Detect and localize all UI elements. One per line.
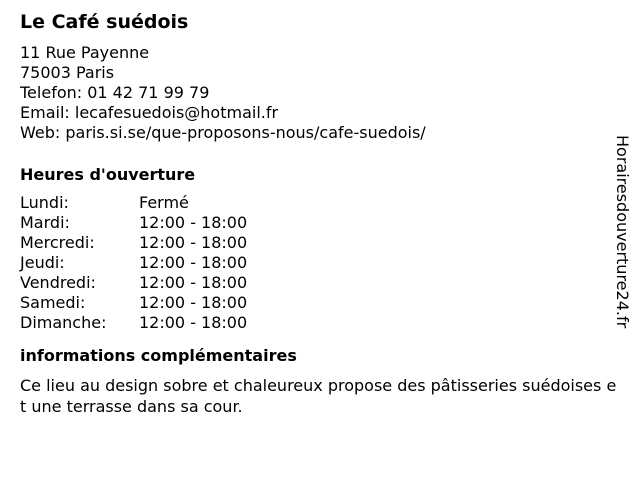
contact-block [20,43,620,143]
day-label: Lundi: [20,193,69,212]
hours-row-vendredi [20,273,620,293]
business-name: Le Café suédois [20,11,189,33]
time-value: 12:00 - 18:00 [139,313,248,332]
email-line: Email: lecafesuedois@hotmail.fr [20,103,279,122]
opening-hours-heading: Heures d'ouverture [20,165,196,184]
time-value: 12:00 - 18:00 [139,213,248,232]
description-text: Ce lieu au design sobre et chaleureux propose des pâtisseries suédoises et une terrasse dans sa cour. [20,376,617,416]
additional-info-heading: informations complémentaires [20,346,297,365]
day-label: Jeudi: [20,253,65,272]
day-label: Samedi: [20,293,86,312]
time-value: 12:00 - 18:00 [139,273,248,292]
hours-row-mardi [20,213,620,233]
address-line-2: 75003 Paris [20,63,115,82]
phone-line: Telefon: 01 42 71 99 79 [20,83,210,102]
day-label: Dimanche: [20,313,107,332]
time-value: Fermé [139,193,189,212]
hours-row-mercredi [20,233,620,253]
time-value: 12:00 - 18:00 [139,253,248,272]
address-line-1: 11 Rue Payenne [20,43,150,62]
opening-hours-table [20,193,620,333]
site-watermark: Horairesdouverture24.fr [613,135,632,329]
hours-row-lundi [20,193,620,213]
day-label: Mercredi: [20,233,95,252]
day-label: Mardi: [20,213,70,232]
day-label: Vendredi: [20,273,96,292]
time-value: 12:00 - 18:00 [139,293,248,312]
hours-row-samedi [20,293,620,313]
website-line: Web: paris.si.se/que-proposons-nous/cafe-suedois/ [20,123,426,142]
hours-row-dimanche [20,313,620,333]
business-listing [20,10,620,417]
hours-row-jeudi [20,253,620,273]
time-value: 12:00 - 18:00 [139,233,248,252]
